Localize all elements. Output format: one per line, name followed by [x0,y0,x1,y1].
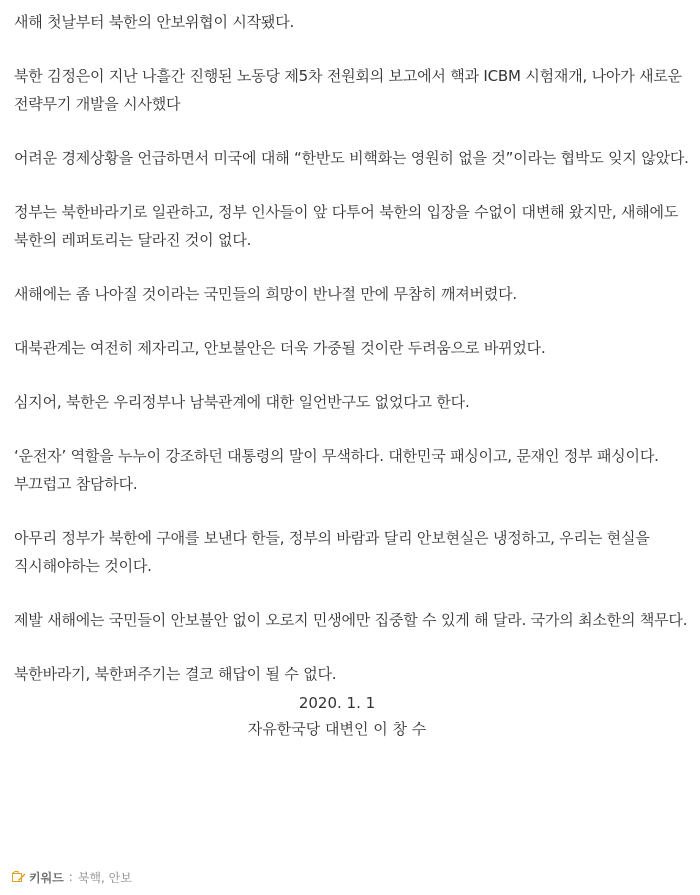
paragraph-9: 아무리 정부가 북한에 구애를 보낸다 한들, 정부의 바람과 달리 안보현실은 냉정하고, 우리는 현실을 직시해야하는 것이다. [14,529,650,575]
paragraph-3: 어려운 경제상황을 언급하면서 미국에 대해 “한반도 비핵화는 영원히 없을 것”이라는 협박도 잊지 않았다. [14,149,689,167]
paragraph-7: 심지어, 북한은 우리정부나 남북관계에 대한 일언반구도 없었다고 한다. [14,393,470,411]
signoff-block [14,690,690,742]
pencil-folder-icon [12,871,26,883]
keyword-bar [12,866,132,888]
paragraph-11: 북한바라기, 북한퍼주기는 결코 해답이 될 수 없다. [14,665,337,683]
keyword-values[interactable]: 북핵, 안보 [77,870,132,885]
keyword-label: 키워드 [29,870,64,885]
paragraph-5: 새해에는 좀 나아질 것이라는 국민들의 희망이 반나절 만에 무참히 깨져버렸다. [14,285,517,303]
paragraph-6: 대북관계는 여전히 제자리고, 안보불안은 더욱 가중될 것이란 두려움으로 바뀌었다. [14,339,546,357]
keyword-separator: : [68,870,73,884]
spokesperson-signature: 자유한국당 대변인 이 창 수 [247,720,427,738]
statement-date: 2020. 1. 1 [298,694,376,712]
statement-document [14,8,690,742]
paragraph-2: 북한 김정은이 지난 나흘간 진행된 노동당 제5차 전원회의 보고에서 핵과 ICBM 시험재개, 나아가 새로운 전략무기 개발을 시사했다 [14,67,682,113]
paragraph-4: 정부는 북한바라기로 일관하고, 정부 인사들이 앞 다투어 북한의 입장을 수없이 대변해 왔지만, 새해에도 북한의 레퍼토리는 달라진 것이 없다. [14,203,679,249]
paragraph-1: 새해 첫날부터 북한의 안보위협이 시작됐다. [14,13,295,31]
paragraph-10: 제발 새해에는 국민들이 안보불안 없이 오로지 민생에만 집중할 수 있게 해 달라. 국가의 최소한의 책무다. [14,611,688,629]
paragraph-8: ‘운전자’ 역할을 누누이 강조하던 대통령의 말이 무색하다. 대한민국 패싱이고, 문재인 정부 패싱이다. 부끄럽고 참담하다. [14,447,659,493]
